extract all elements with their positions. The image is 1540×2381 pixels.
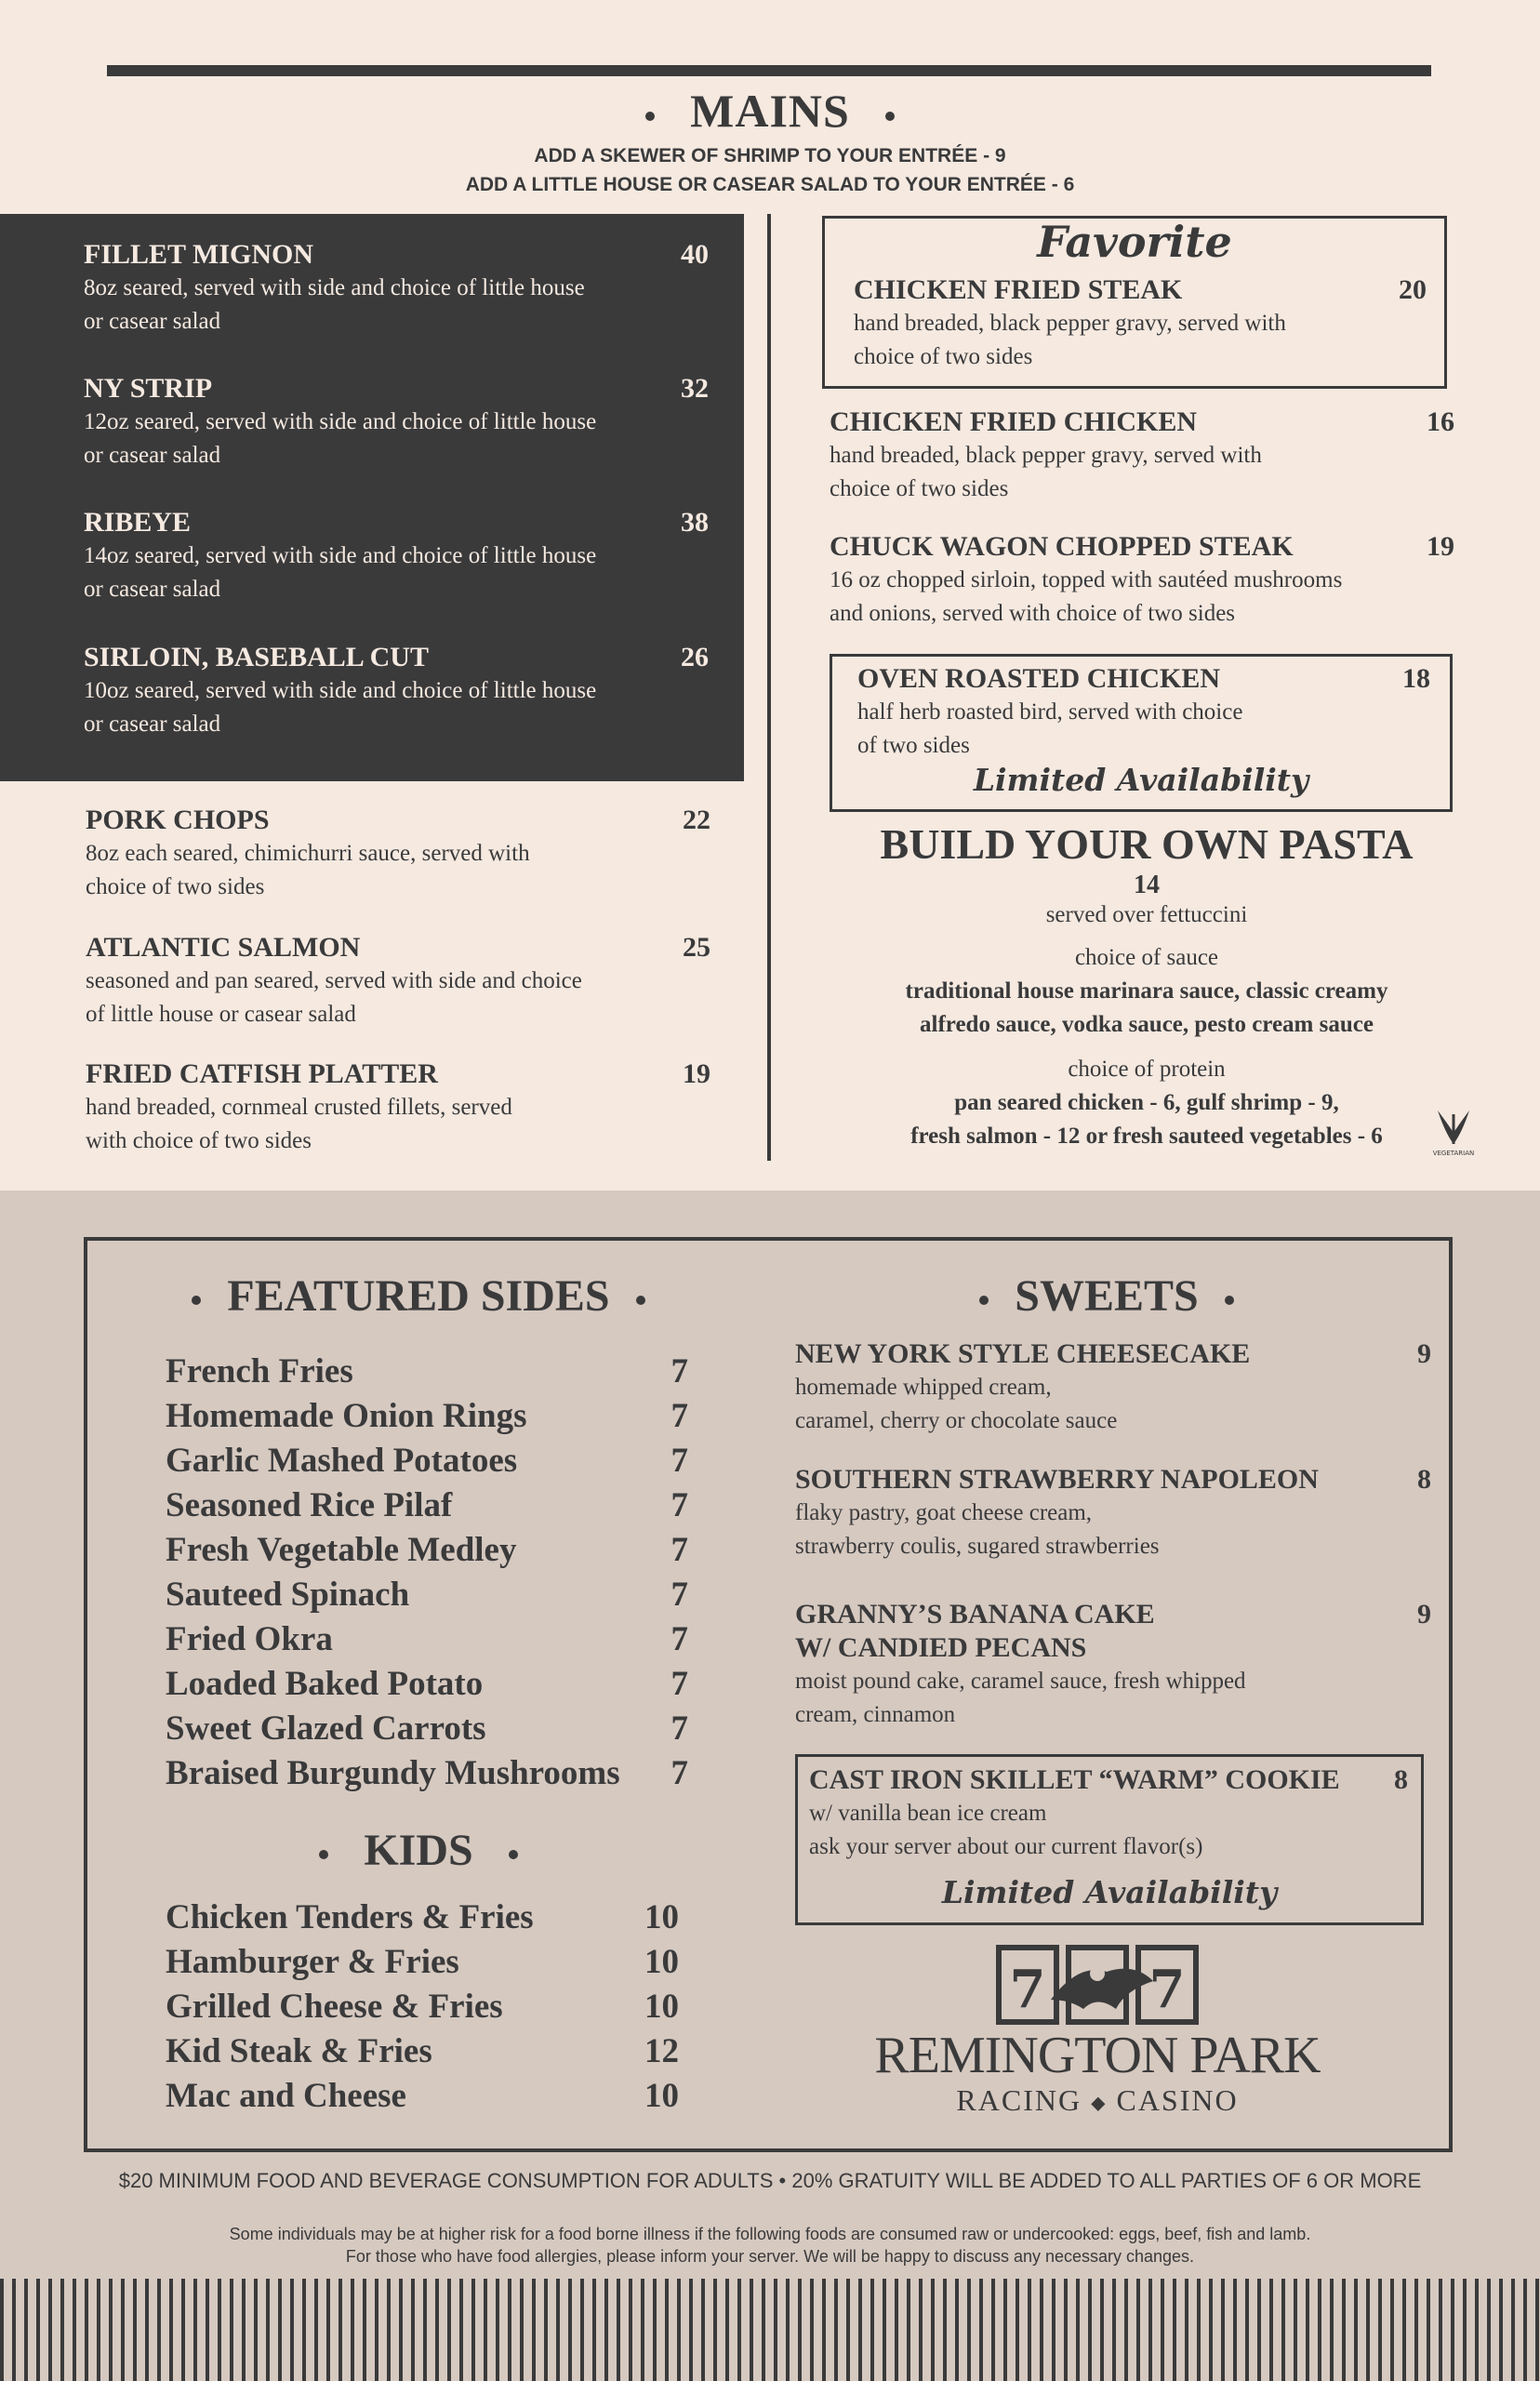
sweets-title: SWEETS	[790, 1270, 1423, 1322]
menu-row	[166, 1483, 688, 1528]
vegetarian-icon	[1430, 1105, 1477, 1157]
menu-row-price: 10	[644, 1898, 679, 1936]
bullet-icon	[645, 112, 655, 121]
featured-sides-title: FEATURED SIDES	[112, 1270, 725, 1322]
svg-text:7: 7	[1148, 1959, 1186, 2020]
limited-availability-label: Limited Availability	[941, 1874, 1278, 1910]
menu-row-name: Seasoned Rice Pilaf	[166, 1486, 453, 1524]
bullet-icon	[1225, 1296, 1234, 1305]
menu-row	[166, 1350, 688, 1394]
bullet-icon	[636, 1296, 645, 1305]
menu-row	[166, 1707, 688, 1751]
note-shrimp: ADD A SKEWER OF SHRIMP TO YOUR ENTRÉE - 9	[534, 145, 1006, 166]
menu-row-price: 7	[670, 1486, 688, 1524]
menu-row	[166, 2029, 679, 2074]
pasta-title: BUILD YOUR OWN PASTA	[880, 820, 1414, 868]
menu-item-oven-chicken: OVEN ROASTED CHICKEN 18 half herb roasted bird, served with choice of two sides	[857, 663, 1430, 758]
bullet-icon	[319, 1850, 328, 1859]
favorite-label: Favorite	[1037, 217, 1232, 267]
note-salad: ADD A LITTLE HOUSE OR CASEAR SALAD TO YOUR ENTRÉE - 6	[465, 174, 1075, 195]
menu-item-cookie: CAST IRON SKILLET “WARM” COOKIE 8 w/ vanilla bean ice cream ask your server about our current flavor(s)	[809, 1764, 1408, 1859]
logo-name: REMINGTON PARK	[874, 2027, 1321, 2084]
menu-row-name: French Fries	[166, 1352, 353, 1390]
svg-text:7: 7	[1009, 1959, 1046, 2020]
menu-row-name: Fresh Vegetable Medley	[166, 1531, 517, 1569]
striped-border	[0, 2279, 1540, 2381]
mains-notes	[0, 141, 1540, 199]
menu-row-name: Chicken Tenders & Fries	[166, 1898, 534, 1936]
menu-row-price: 10	[644, 1943, 679, 1981]
menu-row	[166, 2074, 679, 2119]
menu-item-fillet: FILLET MIGNON 40 8oz seared, served with side and choice of little house or casear salad	[84, 239, 709, 334]
menu-item-pork-chops: PORK CHOPS 22 8oz each seared, chimichurri sauce, served with choice of two sides	[86, 805, 710, 899]
menu-row	[166, 1439, 688, 1483]
logo-tagline: RACING ◆ CASINO	[956, 2083, 1239, 2117]
menu-row	[166, 1662, 688, 1707]
menu-row-price: 7	[670, 1397, 688, 1435]
menu-row-price: 7	[670, 1576, 688, 1614]
menu-row-price: 7	[670, 1442, 688, 1480]
menu-row-price: 10	[644, 1988, 679, 2026]
menu-row-name: Garlic Mashed Potatoes	[166, 1442, 518, 1480]
limited-availability-label: Limited Availability	[973, 762, 1309, 798]
top-rule	[107, 65, 1431, 76]
sauce-label: choice of sauce	[1074, 945, 1219, 970]
menu-row-name: Grilled Cheese & Fries	[166, 1988, 503, 2026]
menu-row	[166, 1895, 679, 1940]
menu-row-name: Kid Steak & Fries	[166, 2032, 432, 2070]
menu-row-name: Hamburger & Fries	[166, 1943, 459, 1981]
menu-row-price: 7	[670, 1709, 688, 1748]
horse-777-logo-icon	[995, 1944, 1200, 2026]
menu-item-ribeye: RIBEYE 38 14oz seared, served with side and choice of little house or casear salad	[84, 507, 709, 602]
menu-item-salmon: ATLANTIC SALMON 25 seasoned and pan seared, served with side and choice of little house or casear salad	[86, 932, 710, 1027]
menu-row-price: 7	[670, 1620, 688, 1658]
menu-item-chicken-fried-chicken: CHICKEN FRIED CHICKEN 16 hand breaded, black pepper gravy, served with choice of two sides	[830, 406, 1454, 501]
menu-row-name: Sauteed Spinach	[166, 1576, 410, 1614]
menu-item-catfish: FRIED CATFISH PLATTER 19 hand breaded, cornmeal crusted fillets, served with choice of two sides	[86, 1058, 710, 1153]
menu-row-price: 10	[644, 2077, 679, 2115]
menu-item-napoleon: SOUTHERN STRAWBERRY NAPOLEON 8 flaky pastry, goat cheese cream, strawberry coulis, sugared strawberries	[795, 1464, 1431, 1559]
menu-row-price: 7	[670, 1754, 688, 1792]
menu-row	[166, 1617, 688, 1662]
menu-row-name: Homemade Onion Rings	[166, 1397, 527, 1435]
menu-item-chopped-steak: CHUCK WAGON CHOPPED STEAK 19 16 oz chopped sirloin, topped with sautéed mushrooms and onions, served with choice of two sides	[830, 531, 1454, 626]
minimum-notice: $20 MINIMUM FOOD AND BEVERAGE CONSUMPTION FOR ADULTS • 20% GRATUITY WILL BE ADDED TO ALL PARTIES OF 6 OR MORE	[118, 2169, 1422, 2192]
menu-row-name: Loaded Baked Potato	[166, 1665, 484, 1703]
sauce-options: alfredo sauce, vodka sauce, pesto cream sauce	[920, 1012, 1374, 1037]
bullet-icon	[509, 1850, 518, 1859]
menu-row-name: Sweet Glazed Carrots	[166, 1709, 486, 1748]
menu-row	[166, 1985, 679, 2029]
menu-item-banana-cake: GRANNY’S BANANA CAKE W/ CANDIED PECANS 9 moist pound cake, caramel sauce, fresh whipped cream, cinnamon	[795, 1599, 1431, 1727]
menu-row-price: 7	[670, 1665, 688, 1703]
menu-row	[166, 1573, 688, 1617]
menu-row	[166, 1394, 688, 1439]
sauce-options: traditional house marinara sauce, classic creamy	[905, 978, 1388, 1004]
bullet-icon	[192, 1296, 201, 1305]
protein-options: fresh salmon - 12 or fresh sauteed vegetables - 6	[910, 1124, 1383, 1149]
menu-item-ny-strip: NY STRIP 32 12oz seared, served with side and choice of little house or casear salad	[84, 373, 709, 468]
menu-row-price: 7	[670, 1531, 688, 1569]
menu-row	[166, 1751, 688, 1796]
menu-item-chicken-fried-steak: CHICKEN FRIED STEAK 20 hand breaded, black pepper gravy, served with choice of two sides	[854, 274, 1427, 369]
pasta-served: served over fettuccini	[1045, 902, 1248, 927]
menu-row	[166, 1528, 688, 1573]
protein-options: pan seared chicken - 6, gulf shrimp - 9,	[954, 1090, 1339, 1115]
bullet-icon	[885, 112, 895, 121]
menu-row-price: 12	[644, 2032, 679, 2070]
allergy-notice: Some individuals may be at higher risk for a food borne illness if the following foods are consumed raw or undercooked: eggs, beef, fish and lamb. For those who have food allergies, please inform your server. We will be happy to discuss any necessary changes.	[229, 2225, 1311, 2266]
menu-row	[166, 1940, 679, 1985]
svg-text:VEGETARIAN: VEGETARIAN	[1432, 1150, 1475, 1157]
diamond-icon: ◆	[1091, 2093, 1108, 2114]
menu-row-price: 7	[670, 1352, 688, 1390]
menu-row-name: Braised Burgundy Mushrooms	[166, 1754, 620, 1792]
column-divider	[767, 214, 771, 1161]
protein-label: choice of protein	[1068, 1057, 1226, 1082]
mains-title: MAINS	[0, 84, 1540, 138]
kids-title: KIDS	[112, 1825, 725, 1876]
menu-row-name: Fried Okra	[166, 1620, 333, 1658]
menu-item-cheesecake: NEW YORK STYLE CHEESECAKE 9 homemade whipped cream, caramel, cherry or chocolate sauce	[795, 1338, 1431, 1433]
bullet-icon	[979, 1296, 989, 1305]
pasta-section	[818, 818, 1475, 1153]
menu-item-sirloin: SIRLOIN, BASEBALL CUT 26 10oz seared, served with side and choice of little house or casear salad	[84, 642, 709, 737]
pasta-price: 14	[1134, 871, 1160, 899]
menu-row-name: Mac and Cheese	[166, 2077, 406, 2115]
